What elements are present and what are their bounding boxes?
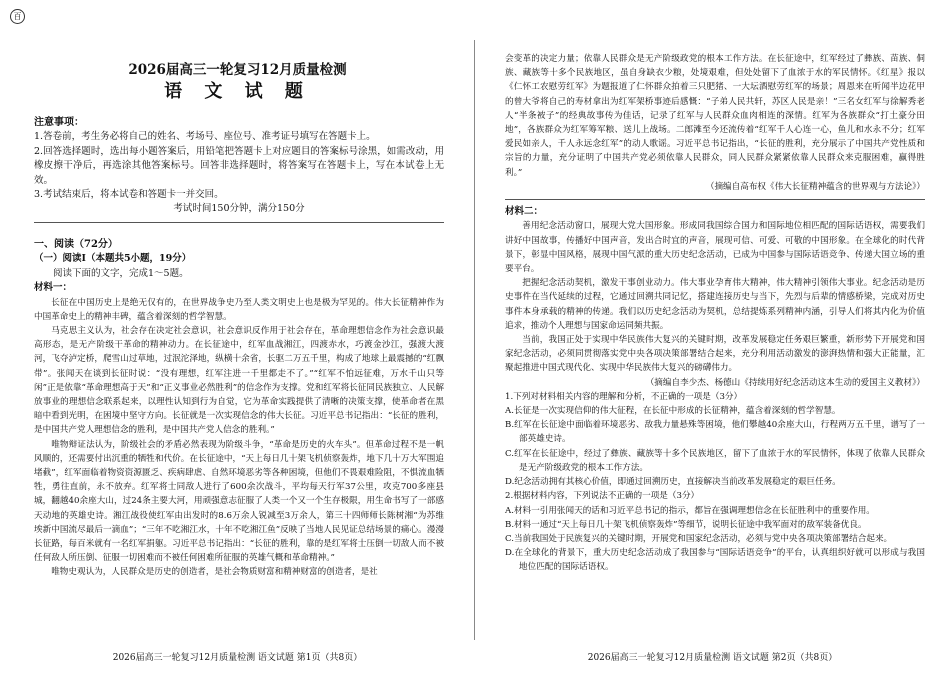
instruction: 阅读下面的文字，完成1～5题。 xyxy=(53,267,189,279)
question-2-option: C.当前我国处于民族复兴的关键时期，开展党和国家纪念活动，必须与党中央各项决策部署结合起来。 xyxy=(505,533,893,544)
note-item: 3.考试结束后，将本试卷和答题卡一并交回。 xyxy=(34,189,224,201)
material-1-paragraph: 长征在中国历史上是绝无仅有的，在世界战争史乃至人类文明史上也是极为罕见的。伟大长征精神作为中国革命史上的精神丰碑，蕴含着深刻的哲学智慧。 xyxy=(34,297,444,322)
note-item: 1.答卷前，考生务必将自己的姓名、考场号、座位号、准考证号填写在答题卡上。 xyxy=(34,131,376,143)
material-2-source: （摘编自李少杰、杨德山《持续用好纪念活动这本生动的爱国主义教材》） xyxy=(645,377,925,388)
page-2 xyxy=(475,0,950,673)
material-1-continued: 会变革的决定力量；依靠人民群众是无产阶级政党的根本工作方法。在长征途中，红军经过了彝族、苗族、侗族、藏族等十多个民族地区，虽自身缺衣少粮，处境艰难，但处处留下了血浓于水的军民情怀。《红星》报以《仁怀工农慰劳红军》为题报道了仁怀群众拍着三只肥猪、一大坛酒慰劳红军的场景；周恩来在听闻半边花甲的曾大爷将自己的寿材拿出为红军架桥事迹后感慨：“子弟人民共轩，苏区人民是亲！”三名女红军与徐解秀老人“半条被子”的经典故事传为佳话，记录了红军与人民群众血肉相连的深情。红军为各族群众“打土豪分田地”，各族群众为红军筹军粮、送儿上战场。二郎滩至今还流传着“红军千人心连一心，鱼儿和水永不分；红军爱民如亲人，千人永远念红军”的动人歌谣。习近平总书记指出，“长征的胜利，充分展示了中国共产党性质和宗旨的力量，充分证明了中国共产党必须依靠人民群众，同人民群众紧紧依靠人民群众来克服困难，赢得胜利。” xyxy=(505,54,925,178)
question-2-stem: 2.根据材料内容，下列说法不正确的一项是（3分） xyxy=(505,491,700,502)
question-1-stem: 1.下列对材料相关内容的理解和分析，不正确的一项是（3分） xyxy=(505,391,743,402)
question-2-option: D.在全球化的背景下，重大历史纪念活动成了我国参与“国际话语竞争”的平台，认真组织好就可以形成与我国地位匹配的国际话语权。 xyxy=(505,548,925,573)
question-2-option: B.材料一通过“天上每日几十架飞机侦察轰炸”等细节，说明长征途中我军面对的敌军装备优良。 xyxy=(505,519,867,530)
notes-title: 注意事项： xyxy=(34,117,84,128)
page-footer-left: 2026届高三一轮复习12月质量检测 语文试题 第1页（共8页） xyxy=(112,653,363,663)
question-1-option: A.长征是一次实现信仰的伟大征程，在长征中形成的长征精神，蕴含着深刻的哲学智慧。 xyxy=(505,406,841,417)
material-2-paragraph: 善用纪念活动窗口，展现大党大国形象。形成同我国综合国力和国际地位相匹配的国际话语权，需要我们讲好中国故事，传播好中国声音，发出合时宜的声音，展现可信、可爱、可敬的中国形象。在全球化的时代背景下，彰显中国风格，展现中国气派的重大历史纪念活动，已成为中国参与国际话语竞争、传递大国立场的重要平台。 xyxy=(505,221,925,275)
material-2-paragraph: 当前，我国正处于实现中华民族伟大复兴的关键时期，改革发展稳定任务艰巨繁重，新形势下开展党和国家纪念活动，必须同贯彻落实党中央各项决策部署结合起来，充分利用活动激发的澎湃热情和强大正能量，汇聚起推进中国式现代化、实现中华民族伟大复兴的磅礴伟力。 xyxy=(505,335,925,374)
material-1-paragraph: 马克思主义认为，社会存在决定社会意识，社会意识反作用于社会存在，革命理想信念作为社会意识最高形态，是无产阶级干革命的精神动力。在长征途中，红军血战湘江，四渡赤水，巧渡金沙江，强渡大渡河，飞夺泸定桥，爬雪山过草地，过泯沱泽地，纵横十余省，长驱二万五千里，构成了地球上最震撼的“红飘带”。张闻天在谈到长征时说：“没有理想，红军注进一千里都走不了。”“红军不怕远征难，万水千山只等闲”正是依靠“革命理想高于天”和“正义事业必然胜利”的信念作为支撑。党和红军将长征同民族独立、人民解放事业的理想信念联系起来，以理性认知到行为自觉，它为革命实践提供了清晰的决策支撑，使革命者在黑暗中看到光明，在困境中坚守方向。长征就是一次实现信念的伟大长征。习近平总书记指出：“长征的胜利，是中国共产党人理想信念的胜利，是中国共产党人信念的胜利。” xyxy=(34,326,444,436)
note-item: 2.回答选择题时，选出每小题答案后，用铅笔把答题卡上对应题目的答案标号涂黑，如需改动，用橡皮擦干净后，再选涂其他答案标号。回答非选择题时，将答案写在答题卡上，写在本试卷上无效。 xyxy=(34,145,444,186)
page-footer-right: 2026届高三一轮复习12月质量检测 语文试题 第2页（共8页） xyxy=(587,653,838,663)
exam-time: 考试时间150分钟，满分150分 xyxy=(173,203,305,215)
exam-title: 2026届高三一轮复习12月质量检测 xyxy=(128,62,347,78)
question-1-option: D.纪念活动拥有其核心价值，即通过回溯历史，直接解决当前改革发展稳定的艰巨任务。 xyxy=(505,477,841,488)
question-1-option: B.红军在长征途中面临着环境恶劣、敌我力量悬殊等困境，他们攀越40余座大山，行程两万五千里，谱写了一部英雄史诗。 xyxy=(505,420,925,445)
subsection-title: （一）阅读Ⅰ（本题共5小题，19分） xyxy=(34,253,192,265)
material-2-label: 材料二： xyxy=(505,206,544,218)
corner-mark: 百 xyxy=(10,9,25,24)
material-divider xyxy=(505,199,925,200)
exam-subtitle: 语 文 试 题 xyxy=(164,81,311,102)
right-column xyxy=(505,52,925,575)
question-2-option: A.材料一引用张闻天的话和习近平总书记的指示，都旨在强调理想信念在长征胜利中的重要作用。 xyxy=(505,505,875,516)
section-title: 一、阅读（72分） xyxy=(34,239,118,250)
material-2-paragraph: 把握纪念活动契机，激发干事创业动力。伟大事业孕育伟大精神，伟大精神引领伟大事业。纪念活动是历史事件在当代延续的过程，它通过回溯共同记忆，搭建连接历史与当下，先烈与后辈的情感桥梁，完成对历史事件本身承载的精神的传递。我们以历史纪念活动为契机，总结提炼系列精神内涵，引导人们将其内化为价值追求，推动个人理想与国家命运同频共振。 xyxy=(505,278,925,331)
reading-section xyxy=(34,238,444,580)
material-1-label: 材料一： xyxy=(34,282,73,294)
section-divider xyxy=(34,222,444,223)
notes-block xyxy=(34,116,444,228)
material-1-paragraph: 唯物史观认为，人民群众是历史的创造者，是社会物质财富和精神财富的创造者，是社 xyxy=(51,567,378,578)
material-1-source: （摘编自高布权《伟大长征精神蕴含的世界观与方法论》） xyxy=(705,181,925,192)
question-1-option: C.红军在长征途中，经过了彝族、藏族等十多个民族地区，留下了血浓于水的军民情怀，体现了依靠人民群众是无产阶级政党的根本工作方法。 xyxy=(505,448,925,473)
material-1-paragraph: 唯物辩证法认为，阶级社会的矛盾必然表现为阶级斗争，“革命是历史的火车头”。但革命过程不是一帆风顺的，还需要付出沉重的牺牲和代价。在长征途中，“天上每日几十架飞机侦察轰炸，地下几十万大军围追堵截”，红军面临着物资资源匮乏、疾病肆虐、自然环境恶劣等各种困境，但他们不畏艰难险阻，不惧流血牺牲，勇往直前，永不放弃。红军将士同敌人进行了600余次战斗，平均每天行军37公里，攻克700多座县城，翻越40余座大山，过24条主要大河，用顽强意志征服了人类一个又一个生存极限，用生命书写了一部感天动地的英雄史诗。湘江战役使红军由出发时的8.6万余人锐减至3万余人，第三十四师师长陈树湘“为苏维埃新中国流尽最后一滴血”；“三年不吃湘江水，十年不吃湘江鱼”反映了当地人民见证总结场景的痛心。漫漫长征路，每百米就有一名红军捐躯。习近平总书记指出：“长征的胜利，靠的是红军将士压倒一切敌人而不被任何敌人所压倒、征服一切困难而不被任何困难所征服的英雄气概和革命精神。” xyxy=(34,439,444,564)
